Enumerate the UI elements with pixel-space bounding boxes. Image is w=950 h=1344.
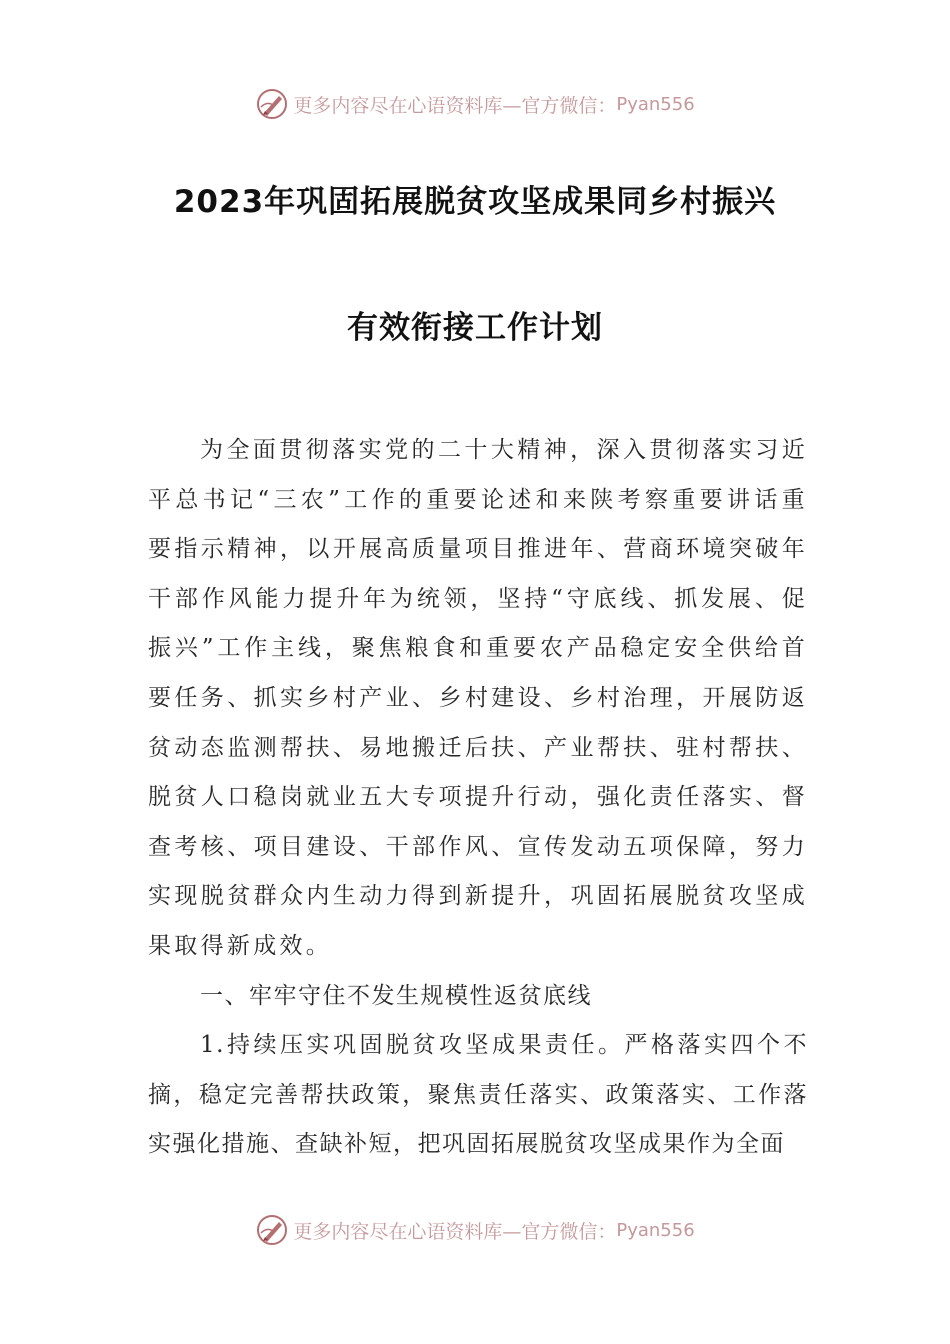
document-body [148,426,808,1170]
watermark-wechat-id: Pyan556 [616,1219,695,1241]
watermark-text: 更多内容尽在心语资料库—官方微信： [293,1220,617,1243]
watermark-wechat-id: Pyan556 [616,93,695,115]
document-title-line-2: 有效衔接工作计划 [347,310,603,346]
watermark-header [0,84,950,124]
section-heading: 一、牢牢守住不发生规模性返贫底线 [200,982,592,1009]
pen-logo-icon [255,87,289,121]
document-title-line-1: 2023年巩固拓展脱贫攻坚成果同乡村振兴 [173,184,777,220]
intro-paragraph: 为全面贯彻落实党的二十大精神，深入贯彻落实习近平总书记“三农”工作的重要论述和来陕考察重要讲话重要指示精神，以开展高质量项目推进年、营商环境突破年干部作风能力提升年为统领，坚持“守底线、抓发展、促振兴”工作主线，聚焦粮食和重要农产品稳定安全供给首要任务、抓实乡村产业、乡村建设、乡村治理，开展防返贫动态监测帮扶、易地搬迁后扶、产业帮扶、驻村帮扶、脱贫人口稳岗就业五大专项提升行动，强化责任落实、督查考核、项目建设、干部作风、宣传发动五项保障，努力实现脱贫群众内生动力得到新提升，巩固拓展脱贫攻坚成果取得新成效。 [148,437,808,959]
watermark-text: 更多内容尽在心语资料库—官方微信： [293,94,617,117]
pen-logo-icon [255,1213,289,1247]
numbered-item-paragraph: 1.持续压实巩固脱贫攻坚成果责任。严格落实四个不摘，稳定完善帮扶政策，聚焦责任落实、政策落实、工作落实强化措施、查缺补短，把巩固拓展脱贫攻坚成果作为全面 [148,1032,808,1158]
watermark-footer [0,1210,950,1250]
